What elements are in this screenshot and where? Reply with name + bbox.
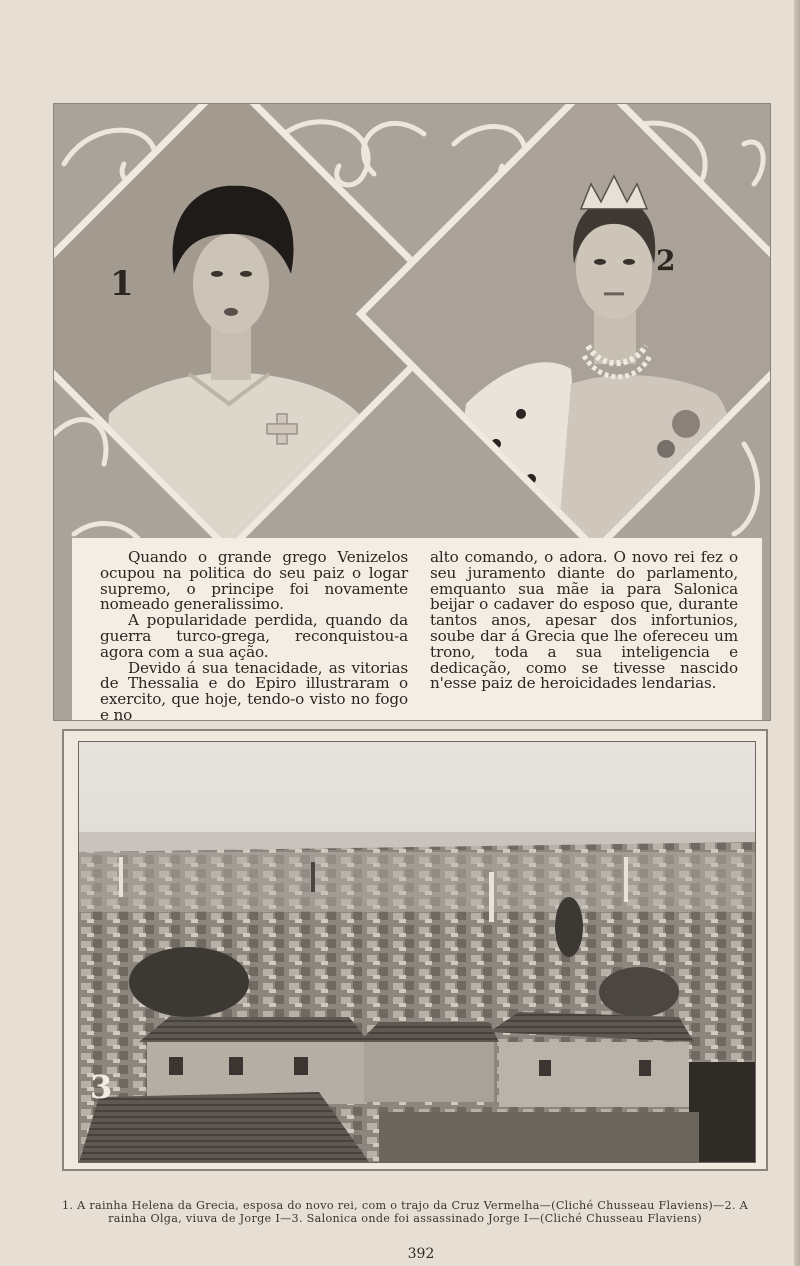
- article-paragraph: Quando o grande grego Venizelos ocupou na politica do seu paiz o logar supremo, o principe foi novamente nomeado generalissimo.: [100, 548, 408, 614]
- salonica-photograph: [78, 741, 756, 1163]
- portrait-number-2: 2: [656, 244, 676, 277]
- article-text-box: [72, 538, 762, 724]
- article-paragraph: Devido á sua tenacidade, as vitorias de Thessalia e do Epiro illustraram o exercito, que hoje, tendo-o visto no fogo e no: [100, 658, 408, 724]
- article-column-2: [430, 550, 738, 720]
- article-column-1: [100, 548, 408, 724]
- article-paragraph: A popularidade perdida, quando da guerra turco-grega, reconquistou-a agora com a sua ação.: [100, 611, 408, 661]
- article-paragraph: alto comando, o adora. O novo rei fez o seu juramento diante do parlamento, emquanto sua mãe ia para Salonica beijar o cadaver do esposo que, durante tantos anos, apesar dos infortunios, soube dar á Grecia que lhe ofereceu um trono, toda a sua inteligencia e dedicação, como se tivesse nascido n'esse paiz de heroicidades lendarias.: [430, 548, 738, 693]
- portrait-number-1: 1: [110, 264, 134, 304]
- photo-number-3: 3: [90, 1068, 113, 1106]
- page-edge: [794, 0, 800, 1266]
- figure-caption: 1. A rainha Helena da Grecia, esposa do novo rei, com o trajo da Cruz Vermelha—(Cliché Chusseau Flaviens)—2. A rainha Olga, viuva de Jorge I—3. Salonica onde foi assassinado Jorge I—(Cliché Chusseau Flaviens): [61, 1199, 749, 1225]
- photo-frame: [62, 729, 768, 1171]
- page-number: 392: [407, 1246, 435, 1262]
